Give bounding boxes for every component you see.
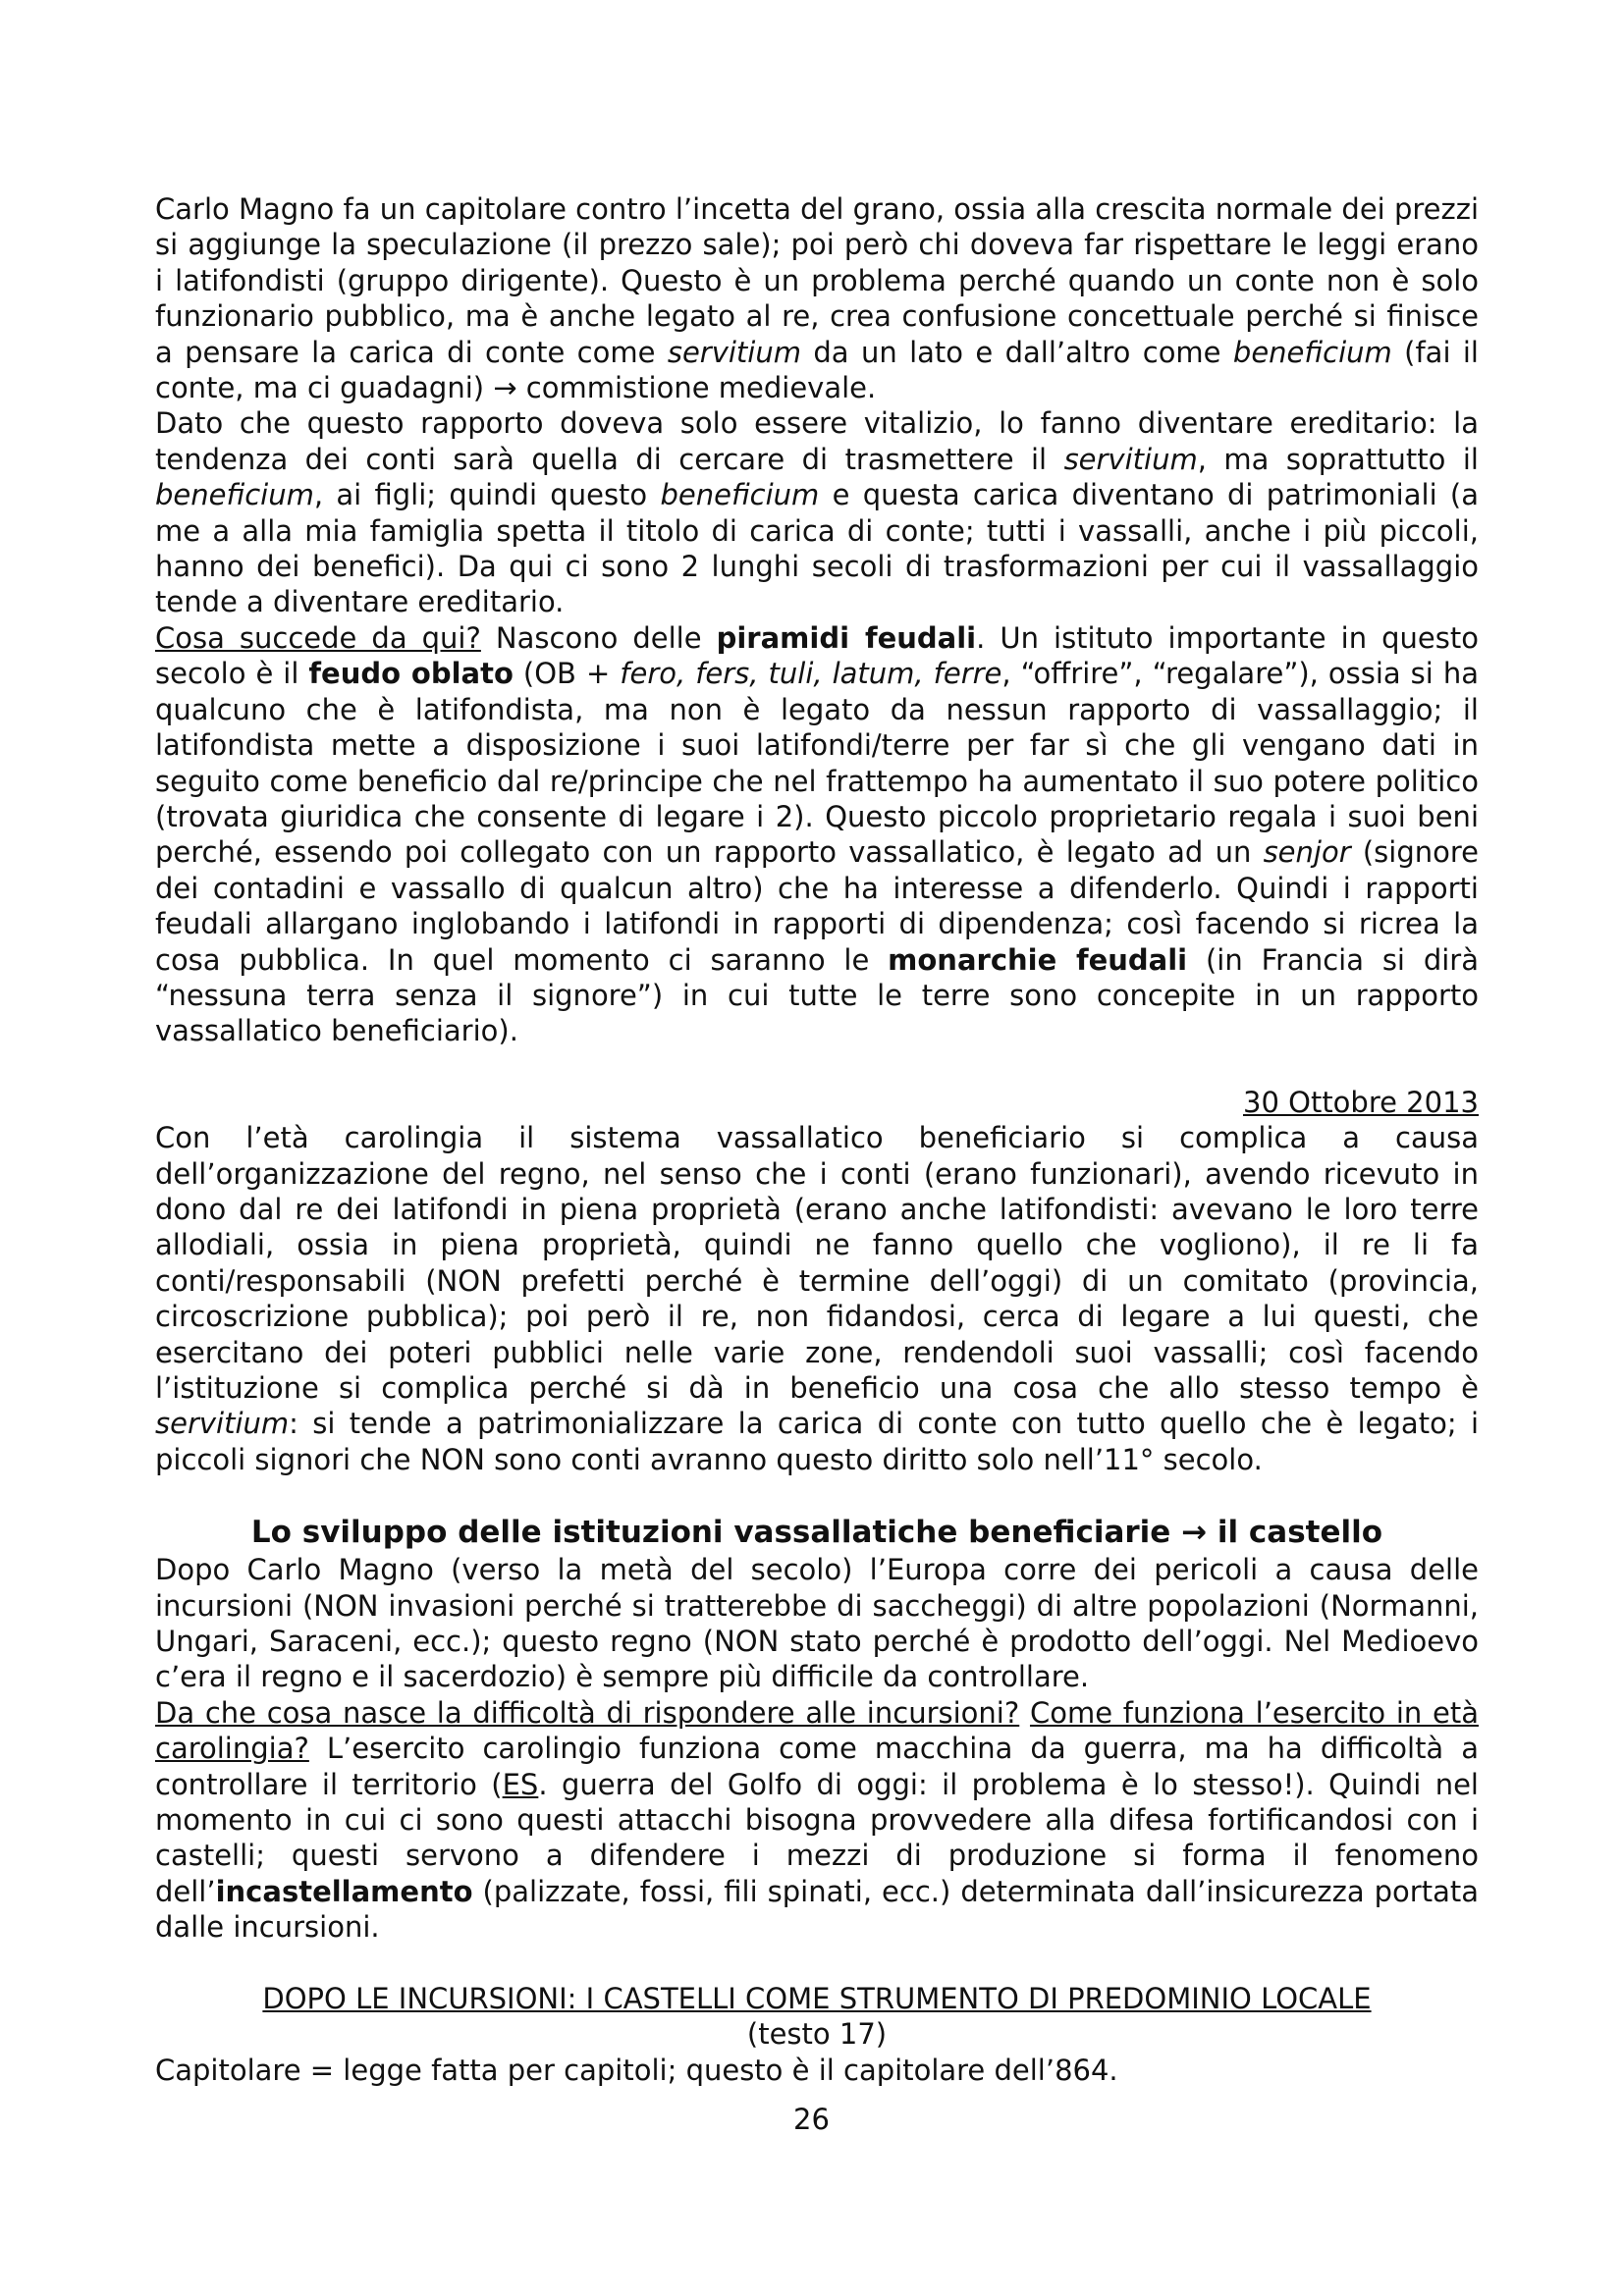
- paragraph-piramidi-feudali: Cosa succede da qui? Nascono delle piramidi feudali. Un istituto importante in questo secolo è il feudo oblato (OB + fero, fers, tuli, latum, ferre, “offrire”, “regalare”), ossia si ha qualcuno che è latifondista, ma non è legato da nessun rapporto di vassallaggio; il latifondista mette a disposizione i suoi latifondi/terre per far sì che gli vengano dati in seguito come beneficio dal re/principe che nel frattempo ha aumentato il suo potere politico (trovata giuridica che consente di legare i 2). Questo piccolo proprietario regala i suoi beni perché, essendo poi collegato con un rapporto vassallatico, è legato ad un senjor (signore dei contadini e vassallo di qualcun altro) che ha interesse a difenderlo. Quindi i rapporti feudali allargano inglobando i latifondi in rapporti di dipendenza; così facendo si ricrea la cosa pubblica. In quel momento ci saranno le monarchie feudali (in Francia si dirà “nessuna terra senza il signore”) in cui tutte le terre sono concepite in un rapporto vassallatico beneficiario).: [155, 620, 1480, 1048]
- paragraph-esercito-carolingio: Da che cosa nasce la difficoltà di rispondere alle incursioni? Come funziona l’esercito in età carolingia? L’esercito carolingio funziona come macchina da guerra, ma ha difficoltà a controllare il territorio (ES. guerra del Golfo di oggi: il problema è lo stesso!). Quindi nel momento in cui ci sono questi attacchi bisogna provvedere alla difesa fortificandosi con i castelli; questi servono a difendere i mezzi di produzione si forma il fenomeno dell’incastellamento (palizzate, fossi, fili spinati, ecc.) determinata dall’insicurezza portata dalle incursioni.: [155, 1695, 1479, 1945]
- section-subtitle: (testo 17): [746, 2017, 888, 2052]
- section-title: DOPO LE INCURSIONI: I CASTELLI COME STRUMENTO DI PREDOMINIO LOCALE: [262, 1981, 1372, 2015]
- paragraph-capitolare-definizione: Capitolare = legge fatta per capitoli; questo è il capitolare dell’864.: [155, 2053, 1118, 2087]
- paragraph-capitolare-grano: Carlo Magno fa un capitolare contro l’incetta del grano, ossia alla crescita normale dei prezzi si aggiunge la speculazione (il prezzo sale); poi però chi doveva far rispettare le leggi erano i latifondisti (gruppo dirigente). Questo è un problema perché quando un conte non è solo funzionario pubblico, ma è anche legato al re, crea confusione concettuale perché si finisce a pensare la carica di conte come servitium da un lato e dall’altro come beneficium (fai il conte, ma ci guadagni) → commistione medievale.: [155, 192, 1479, 405]
- document-body: [155, 191, 1479, 2088]
- paragraph-eta-carolingia: Con l’età carolingia il sistema vassallatico beneficiario si complica a causa dell’organizzazione del regno, nel senso che i conti (erano funzionari), avendo ricevuto in dono dal re dei latifondi in piena proprietà (erano anche latifondisti: avevano le loro terre allodiali, ossia in piena proprietà, quindi ne fanno quello che vogliono), il re li fa conti/responsabili (NON prefetti perché è termine dell’oggi) di un comitato (provincia, circoscrizione pubblica); poi però il re, non fidandosi, cerca di legare a lui questi, che esercitano dei poteri pubblici nelle varie zone, rendendoli suoi vassalli; così facendo l’istituzione si complica perché si dà in beneficio una cosa che allo stesso tempo è servitium: si tende a patrimonializzare la carica di conte con tutto quello che è legato; i piccoli signori che NON sono conti avranno questo diritto solo nell’11° secolo.: [155, 1121, 1479, 1476]
- paragraph-ereditario: Dato che questo rapporto doveva solo essere vitalizio, lo fanno diventare ereditario: la tendenza dei conti sarà quella di cercare di trasmettere il servitium, ma soprattutto il beneficium, ai figli; quindi questo beneficium e questa carica diventano di patrimoniali (a me a alla mia famiglia spetta il titolo di carica di conte; tutti i vassalli, anche i più piccoli, hanno dei benefici). Da qui ci sono 2 lunghi secoli di trasformazioni per cui il vassallaggio tende a diventare ereditario.: [155, 406, 1480, 619]
- lecture-date: 30 Ottobre 2013: [1243, 1085, 1479, 1119]
- page-number: 26: [793, 2103, 830, 2136]
- paragraph-incursioni: Dopo Carlo Magno (verso la metà del secolo) l’Europa corre dei pericoli a causa delle incursioni (NON invasioni perché si tratterebbe di saccheggi) di altre popolazioni (Normanni, Ungari, Saraceni, ecc.); questo regno (NON stato perché è prodotto dell’oggi. Nel Medioevo c’era il regno e il sacerdozio) è sempre più difficile da controllare.: [155, 1553, 1479, 1694]
- section-heading: Lo sviluppo delle istituzioni vassallatiche beneficiarie → il castello: [250, 1515, 1383, 1551]
